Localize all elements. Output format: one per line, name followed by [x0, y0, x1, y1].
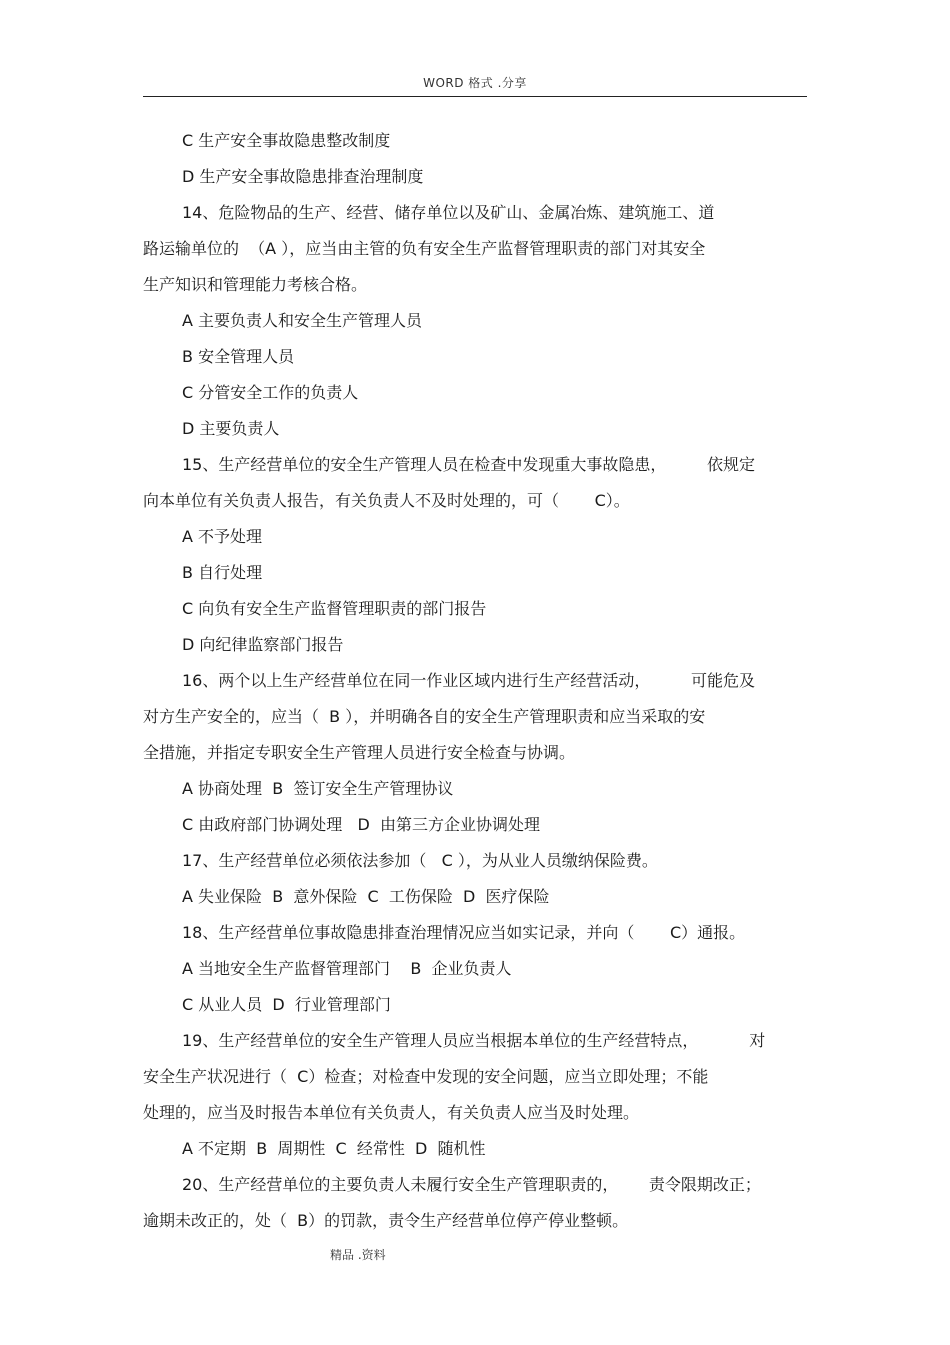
option-line: B 自行处理 — [182, 563, 263, 582]
header-divider — [143, 96, 807, 97]
question-14-line: 生产知识和管理能力考核合格。 — [143, 275, 368, 294]
option-line: A 不定期 B 周期性 C 经常性 D 随机性 — [182, 1139, 486, 1158]
question-20-line: 20、生产经营单位的主要负责人未履行安全生产管理职责的， 责令限期改正； — [182, 1175, 761, 1194]
question-14-line: 14、危险物品的生产、经营、储存单位以及矿山、金属冶炼、建筑施工、道 — [182, 203, 715, 222]
question-19-line: 19、生产经营单位的安全生产管理人员应当根据本单位的生产经营特点， 对 — [182, 1031, 766, 1050]
option-line: D 向纪律监察部门报告 — [182, 635, 344, 654]
option-line: B 安全管理人员 — [182, 347, 295, 366]
option-line: A 主要负责人和安全生产管理人员 — [182, 311, 423, 330]
option-line: A 不予处理 — [182, 527, 263, 546]
question-16-line: 16、两个以上生产经营单位在同一作业区域内进行生产经营活动， 可能危及 — [182, 671, 756, 690]
option-line: A 当地安全生产监督管理部门 B 企业负责人 — [182, 959, 512, 978]
option-line: C 分管安全工作的负责人 — [182, 383, 359, 402]
question-18-line: 18、生产经营单位事故隐患排查治理情况应当如实记录，并向（ C）通报。 — [182, 923, 746, 942]
option-line: D 生产安全事故隐患排查治理制度 — [182, 167, 424, 186]
question-15-line: 15、生产经营单位的安全生产管理人员在检查中发现重大事故隐患， 依规定 — [182, 455, 756, 474]
option-line: C 向负有安全生产监督管理职责的部门报告 — [182, 599, 487, 618]
question-16-line: 全措施，并指定专职安全生产管理人员进行安全检查与协调。 — [143, 743, 576, 762]
option-line: A 失业保险 B 意外保险 C 工伤保险 D 医疗保险 — [182, 887, 550, 906]
option-line: A 协商处理 B 签订安全生产管理协议 — [182, 779, 454, 798]
question-17-line: 17、生产经营单位必须依法参加（ C ），为从业人员缴纳保险费。 — [182, 851, 658, 870]
option-line: C 生产安全事故隐患整改制度 — [182, 131, 391, 150]
option-line: C 从业人员 D 行业管理部门 — [182, 995, 391, 1014]
question-15-line: 向本单位有关负责人报告，有关负责人不及时处理的，可（ C）。 — [143, 491, 630, 510]
question-14-line: 路运输单位的 （A ），应当由主管的负有安全生产监督管理职责的部门对其安全 — [143, 239, 706, 258]
question-16-line: 对方生产安全的，应当（ B ），并明确各自的安全生产管理职责和应当采取的安 — [143, 707, 706, 726]
page-header: WORD 格式 .分享 — [423, 76, 527, 90]
question-19-line: 处理的，应当及时报告本单位有关负责人，有关负责人应当及时处理。 — [143, 1103, 640, 1122]
page-footer: 精品 .资料 — [330, 1248, 386, 1262]
option-line: C 由政府部门协调处理 D 由第三方企业协调处理 — [182, 815, 541, 834]
question-20-line: 逾期未改正的，处（ B）的罚款，责令生产经营单位停产停业整顿。 — [143, 1211, 629, 1230]
question-19-line: 安全生产状况进行（ C）检查；对检查中发现的安全问题，应当立即处理；不能 — [143, 1067, 709, 1086]
option-line: D 主要负责人 — [182, 419, 280, 438]
